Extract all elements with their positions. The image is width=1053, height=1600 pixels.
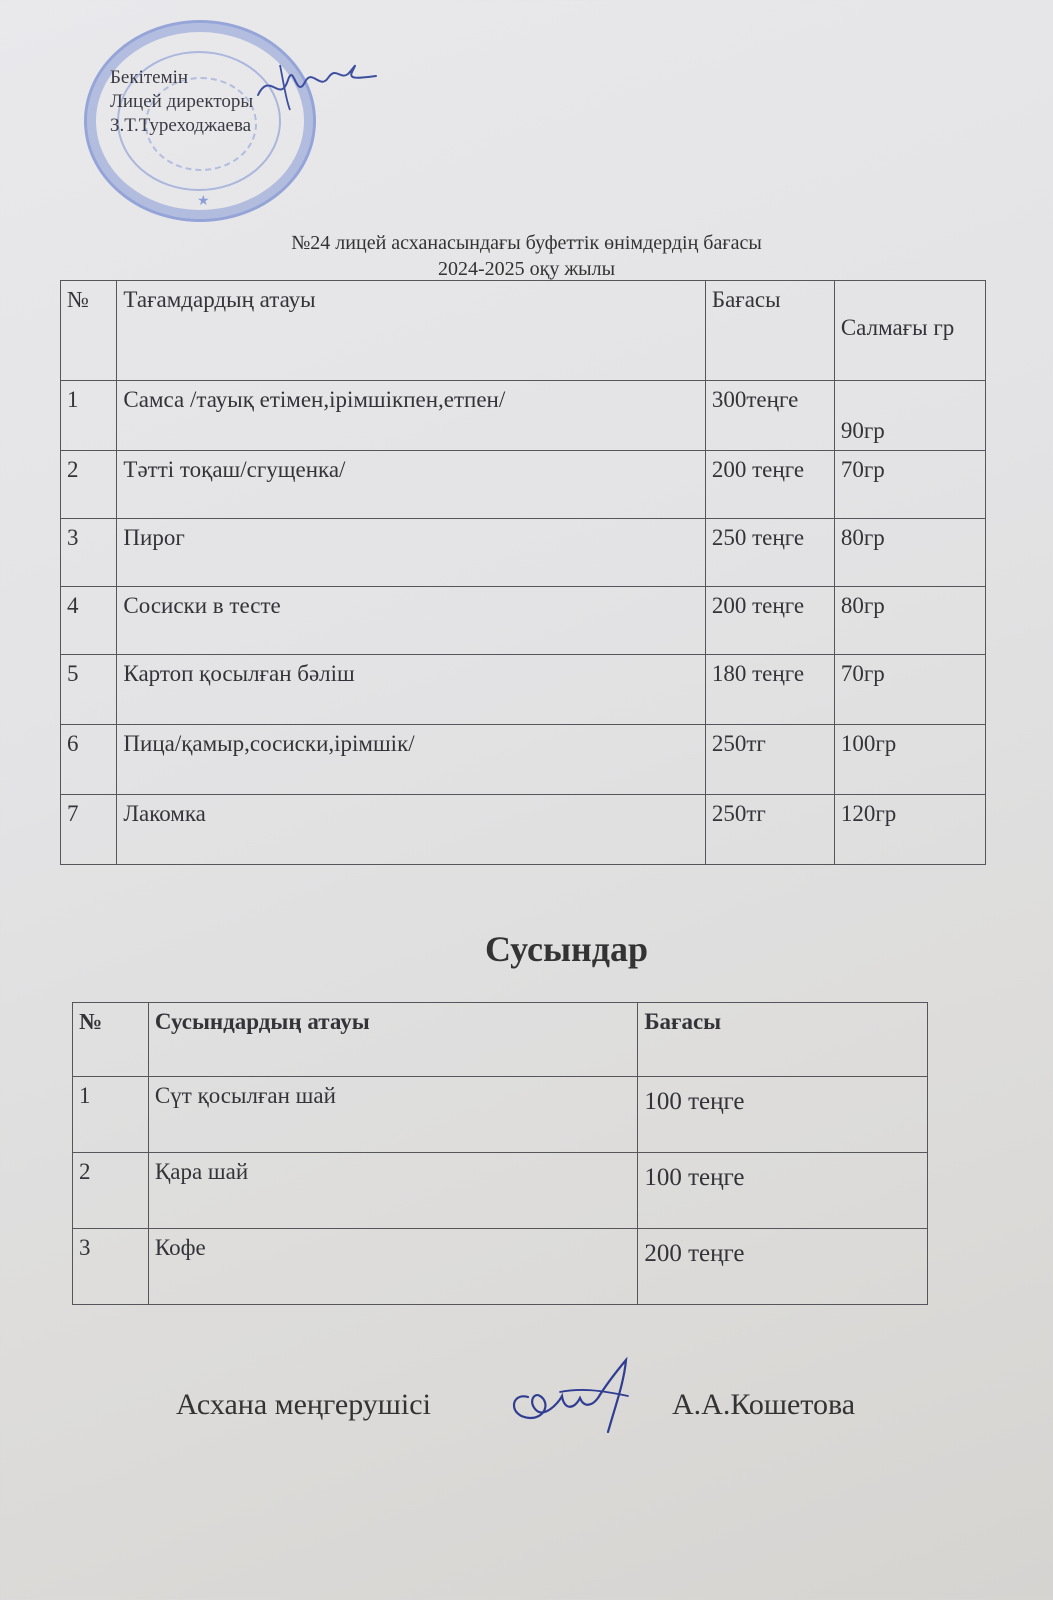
row-weight: 70гр: [834, 655, 985, 725]
row-number: 1: [61, 381, 117, 451]
footer-manager-name: А.А.Кошетова: [672, 1388, 856, 1421]
header-price: Бағасы: [705, 281, 834, 381]
approval-position: Лицей директоры: [110, 91, 254, 112]
director-signature-icon: [250, 50, 380, 120]
row-food-name: Лакомка: [117, 795, 705, 865]
row-price: 250тг: [705, 795, 834, 865]
header-weight: Салмағы гр: [834, 281, 985, 381]
table-row: [61, 381, 986, 451]
table-row: [61, 795, 986, 865]
row-weight: 70гр: [834, 451, 985, 519]
header-food-name: Тағамдардың атауы: [117, 281, 705, 381]
row-food-name: Пирог: [117, 519, 705, 587]
approval-label: Бекітемін: [110, 67, 189, 88]
approval-block: [110, 66, 253, 138]
header-drink-name: Сусындардың атауы: [148, 1003, 637, 1077]
header-number: №: [73, 1003, 149, 1077]
row-price: 180 теңге: [705, 655, 834, 725]
table-header-row: [73, 1003, 928, 1077]
row-price: 200 теңге: [705, 587, 834, 655]
stamp-star-icon: ★: [197, 194, 210, 209]
row-price: 100 теңге: [638, 1077, 928, 1153]
row-food-name: Самса /тауық етімен,ірімшікпен,етпен/: [117, 381, 705, 451]
food-price-table: [60, 280, 986, 865]
approval-person: З.Т.Туреходжаева: [110, 115, 252, 136]
row-number: 4: [61, 587, 117, 655]
table-row: [73, 1229, 928, 1305]
table-header-row: [61, 281, 986, 381]
row-weight: 80гр: [834, 587, 985, 655]
document-subtitle: 2024-2025 оқу жылы: [437, 258, 616, 280]
row-number: 7: [61, 795, 117, 865]
manager-signature-icon: [500, 1352, 650, 1442]
row-price: 300теңге: [705, 381, 834, 451]
row-food-name: Сосиски в тесте: [117, 587, 705, 655]
row-weight: 90гр: [834, 381, 985, 451]
row-number: 5: [61, 655, 117, 725]
row-weight: 80гр: [834, 519, 985, 587]
row-number: 3: [61, 519, 117, 587]
row-price: 200 теңге: [638, 1229, 928, 1305]
row-weight: 120гр: [834, 795, 985, 865]
table-row: [61, 655, 986, 725]
table-row: [61, 587, 986, 655]
drinks-section-title: Сусындар: [484, 929, 649, 969]
document-title: №24 лицей асханасындағы буфеттік өнімдердің бағасы: [291, 232, 762, 254]
row-number: 6: [61, 725, 117, 795]
drinks-price-table: [72, 1002, 928, 1305]
row-drink-name: Кофе: [148, 1229, 637, 1305]
header-price: Бағасы: [638, 1003, 928, 1077]
table-row: [73, 1153, 928, 1229]
row-number: 2: [73, 1153, 149, 1229]
row-price: 250 теңге: [705, 519, 834, 587]
row-drink-name: Қара шай: [148, 1153, 637, 1229]
table-row: [73, 1077, 928, 1153]
table-row: [61, 725, 986, 795]
row-price: 100 теңге: [638, 1153, 928, 1229]
row-weight: 100гр: [834, 725, 985, 795]
row-food-name: Картоп қосылған бәліш: [117, 655, 705, 725]
table-row: [61, 519, 986, 587]
row-food-name: Тәтті тоқаш/сгущенка/: [117, 451, 705, 519]
row-price: 250тг: [705, 725, 834, 795]
row-price: 200 теңге: [705, 451, 834, 519]
row-number: 1: [73, 1077, 149, 1153]
row-number: 2: [61, 451, 117, 519]
footer-role: Асхана меңгерушісі: [176, 1388, 431, 1421]
row-drink-name: Сүт қосылған шай: [148, 1077, 637, 1153]
row-number: 3: [73, 1229, 149, 1305]
table-row: [61, 451, 986, 519]
row-food-name: Пица/қамыр,сосиски,ірімшік/: [117, 725, 705, 795]
header-number: №: [61, 281, 117, 381]
